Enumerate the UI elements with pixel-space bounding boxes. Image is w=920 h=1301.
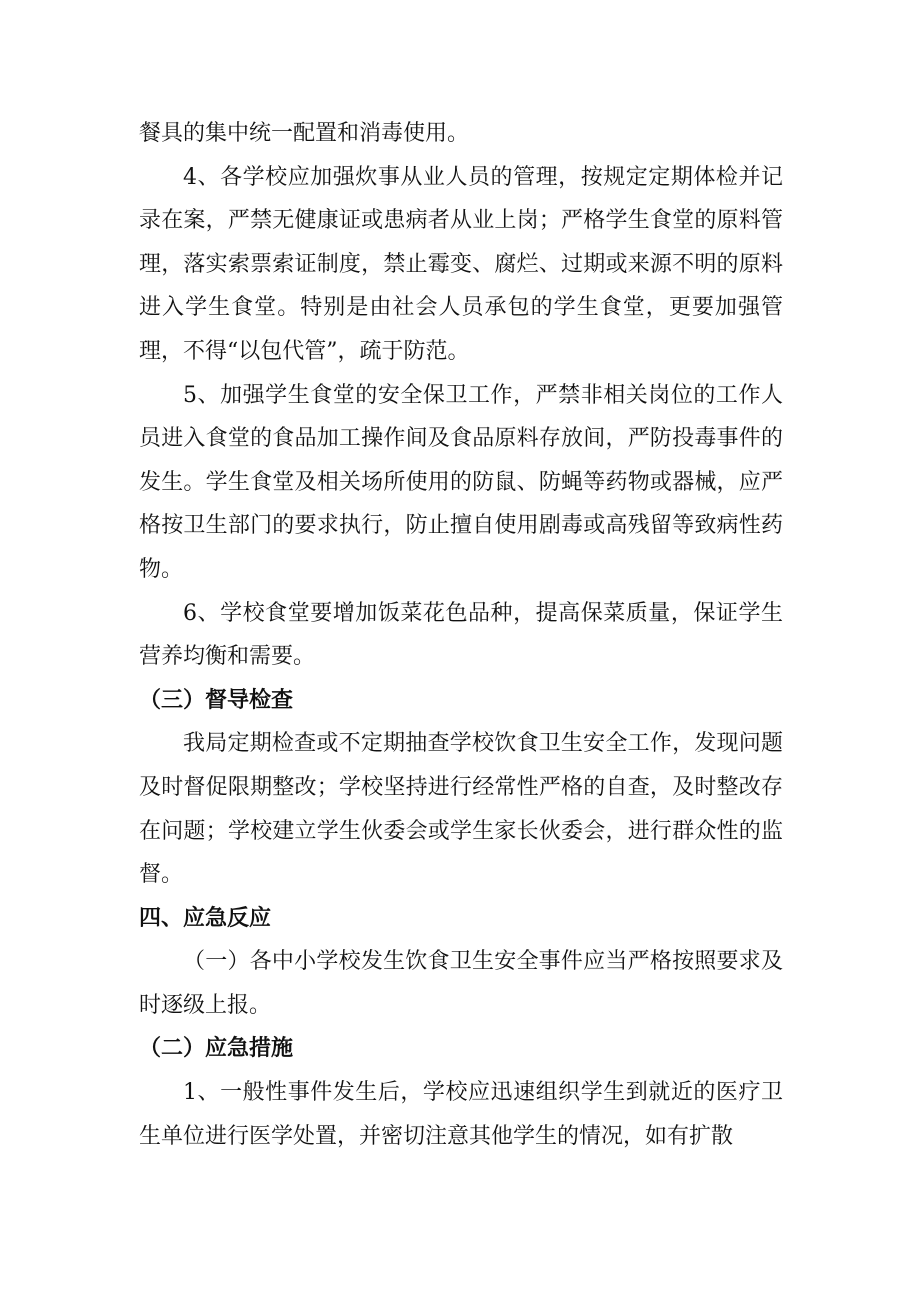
paragraph-item-4: 4、各学校应加强炊事从业人员的管理，按规定定期体检并记录在案，严禁无健康证或患病者从业上岗；严格学生食堂的原料管理，落实索票索证制度，禁止霉变、腐烂、过期或来源不明的原料进入学生食堂。特别是由社会人员承包的学生食堂，更要加强管理，不得“以包代管”，疏于防范。 xyxy=(139,164,783,364)
paragraph-continuation: 餐具的集中统一配置和消毒使用。 xyxy=(139,121,470,146)
paragraph-reporting: （一）各中小学校发生饮食卫生安全事件应当严格按照要求及时逐级上报。 xyxy=(139,949,783,1018)
paragraph-item-6: 6、学校食堂要增加饭菜花色品种，提高保菜质量，保证学生营养均衡和需要。 xyxy=(139,600,783,670)
paragraph-supervision: 我局定期检查或不定期抽查学校饮食卫生安全工作，发现问题及时督促限期整改；学校坚持进行经常性严格的自查，及时整改存在问题；学校建立学生伙委会或学生家长伙委会，进行群众性的监督。 xyxy=(139,731,783,888)
section-heading-supervision: （三）督导检查 xyxy=(139,686,294,713)
paragraph-item-5: 5、加强学生食堂的安全保卫工作，严禁非相关岗位的工作人员进入食堂的食品加工操作间及食品原料存放间，严防投毒事件的发生。学生食堂及相关场所使用的防鼠、防蝇等药物或器械，应严格按卫生部门的要求执行，防止擅自使用剧毒或高残留等致病性药物。 xyxy=(139,382,783,582)
document-body xyxy=(139,112,783,1158)
paragraph-measure-1: 1、一般性事件发生后，学校应迅速组织学生到就近的医疗卫生单位进行医学处置，并密切注意其他学生的情况，如有扩散 xyxy=(139,1080,783,1149)
section-heading-measures: （二）应急措施 xyxy=(139,1035,294,1062)
section-heading-emergency: 四、应急反应 xyxy=(139,904,272,931)
